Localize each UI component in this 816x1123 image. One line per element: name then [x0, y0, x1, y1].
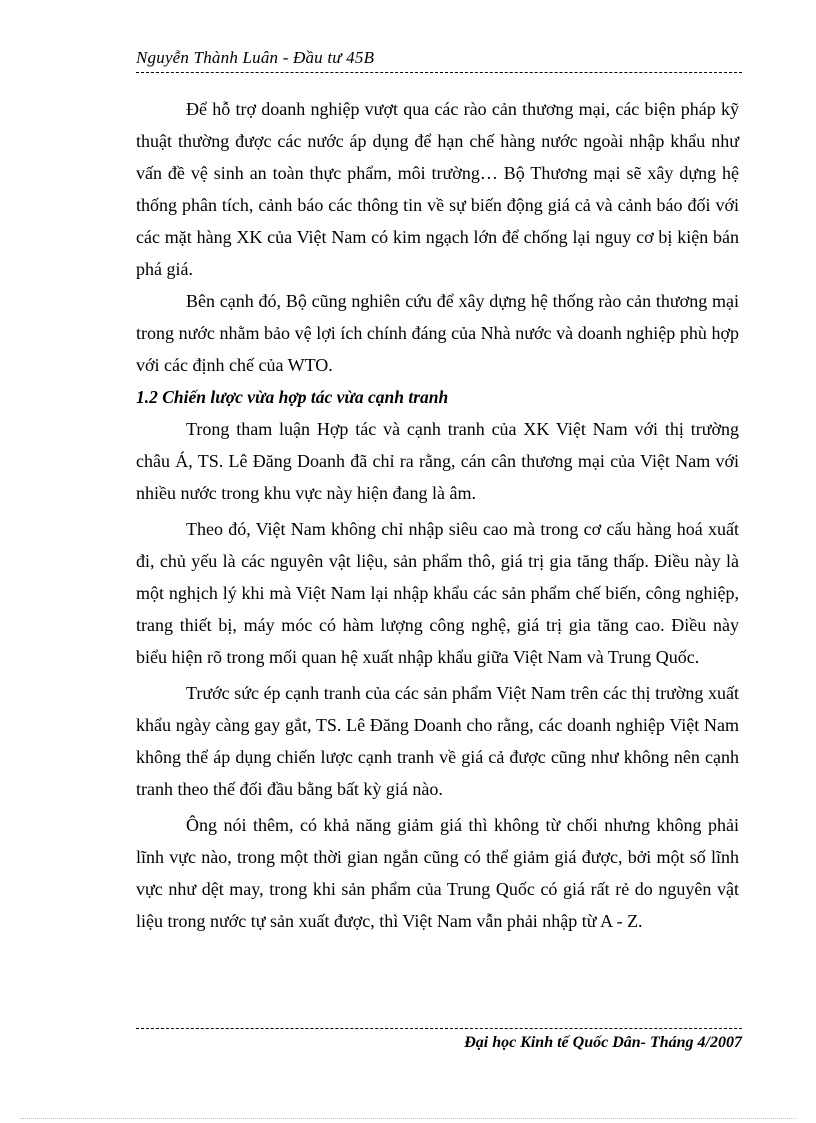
paragraph-section-4: Ông nói thêm, có khả năng giảm giá thì không từ chối nhưng không phải lĩnh vực nào, trong một thời gian ngắn cũng có thể giảm giá được, bởi một số lĩnh vực như dệt may, trong khi sản phẩm của Trung Quốc có giá rất rẻ do nguyên vật liệu trong nước tự sản xuất được, thì Việt Nam vẫn phải nhập từ A - Z. [136, 815, 739, 931]
paragraph-section-3: Trước sức ép cạnh tranh của các sản phẩm Việt Nam trên các thị trường xuất khẩu ngày càng gay gắt, TS. Lê Đăng Doanh cho rằng, các doanh nghiệp Việt Nam không thể áp dụng chiến lược cạnh tranh về giá cả được cũng như không nên cạnh tranh theo thế đối đầu bằng bất kỳ giá nào. [136, 683, 739, 799]
paragraph-section-2: Theo đó, Việt Nam không chỉ nhập siêu cao mà trong cơ cấu hàng hoá xuất đi, chủ yếu là các nguyên vật liệu, sản phẩm thô, giá trị gia tăng thấp. Điều này là một nghịch lý khi mà Việt Nam lại nhập khẩu các sản phẩm chế biến, công nghiệp, trang thiết bị, máy móc có hàm lượng công nghệ, giá trị gia tăng cao. Điều này biểu hiện rõ trong mối quan hệ xuất nhập khẩu giữa Việt Nam và Trung Quốc. [136, 519, 739, 667]
page-bottom-edge [20, 1118, 796, 1119]
page-footer [136, 1028, 742, 1052]
header-divider [136, 72, 742, 73]
section-heading: 1.2 Chiến lược vừa hợp tác vừa cạnh tranh [136, 387, 449, 407]
body-content [136, 93, 739, 937]
footer-institution-date: Đại học Kinh tế Quốc Dân- Tháng 4/2007 [464, 1034, 742, 1051]
paragraph-section-1: Trong tham luận Hợp tác và cạnh tranh của XK Việt Nam với thị trường châu Á, TS. Lê Đăng Doanh đã chỉ ra rằng, cán cân thương mại của Việt Nam với nhiều nước trong khu vực này hiện đang là âm. [136, 419, 739, 503]
paragraph-intro-2: Bên cạnh đó, Bộ cũng nghiên cứu để xây dựng hệ thống rào cản thương mại trong nước nhằm bảo vệ lợi ích chính đáng của Nhà nước và doanh nghiệp phù hợp với các định chế của WTO. [136, 291, 739, 375]
paragraph-intro-1: Để hỗ trợ doanh nghiệp vượt qua các rào cản thương mại, các biện pháp kỹ thuật thường được các nước áp dụng để hạn chế hàng nước ngoài nhập khẩu như vấn đề vệ sinh an toàn thực phẩm, môi trường… Bộ Thương mại sẽ xây dựng hệ thống phân tích, cảnh báo các thông tin về sự biến động giá cả và cảnh báo đối với các mặt hàng XK của Việt Nam có kim ngạch lớn để chống lại nguy cơ bị kiện bán phá giá. [136, 99, 739, 279]
header-author-course: Nguyễn Thành Luân - Đầu tư 45B [136, 48, 375, 67]
footer-divider [136, 1028, 742, 1029]
page-header [136, 48, 742, 72]
